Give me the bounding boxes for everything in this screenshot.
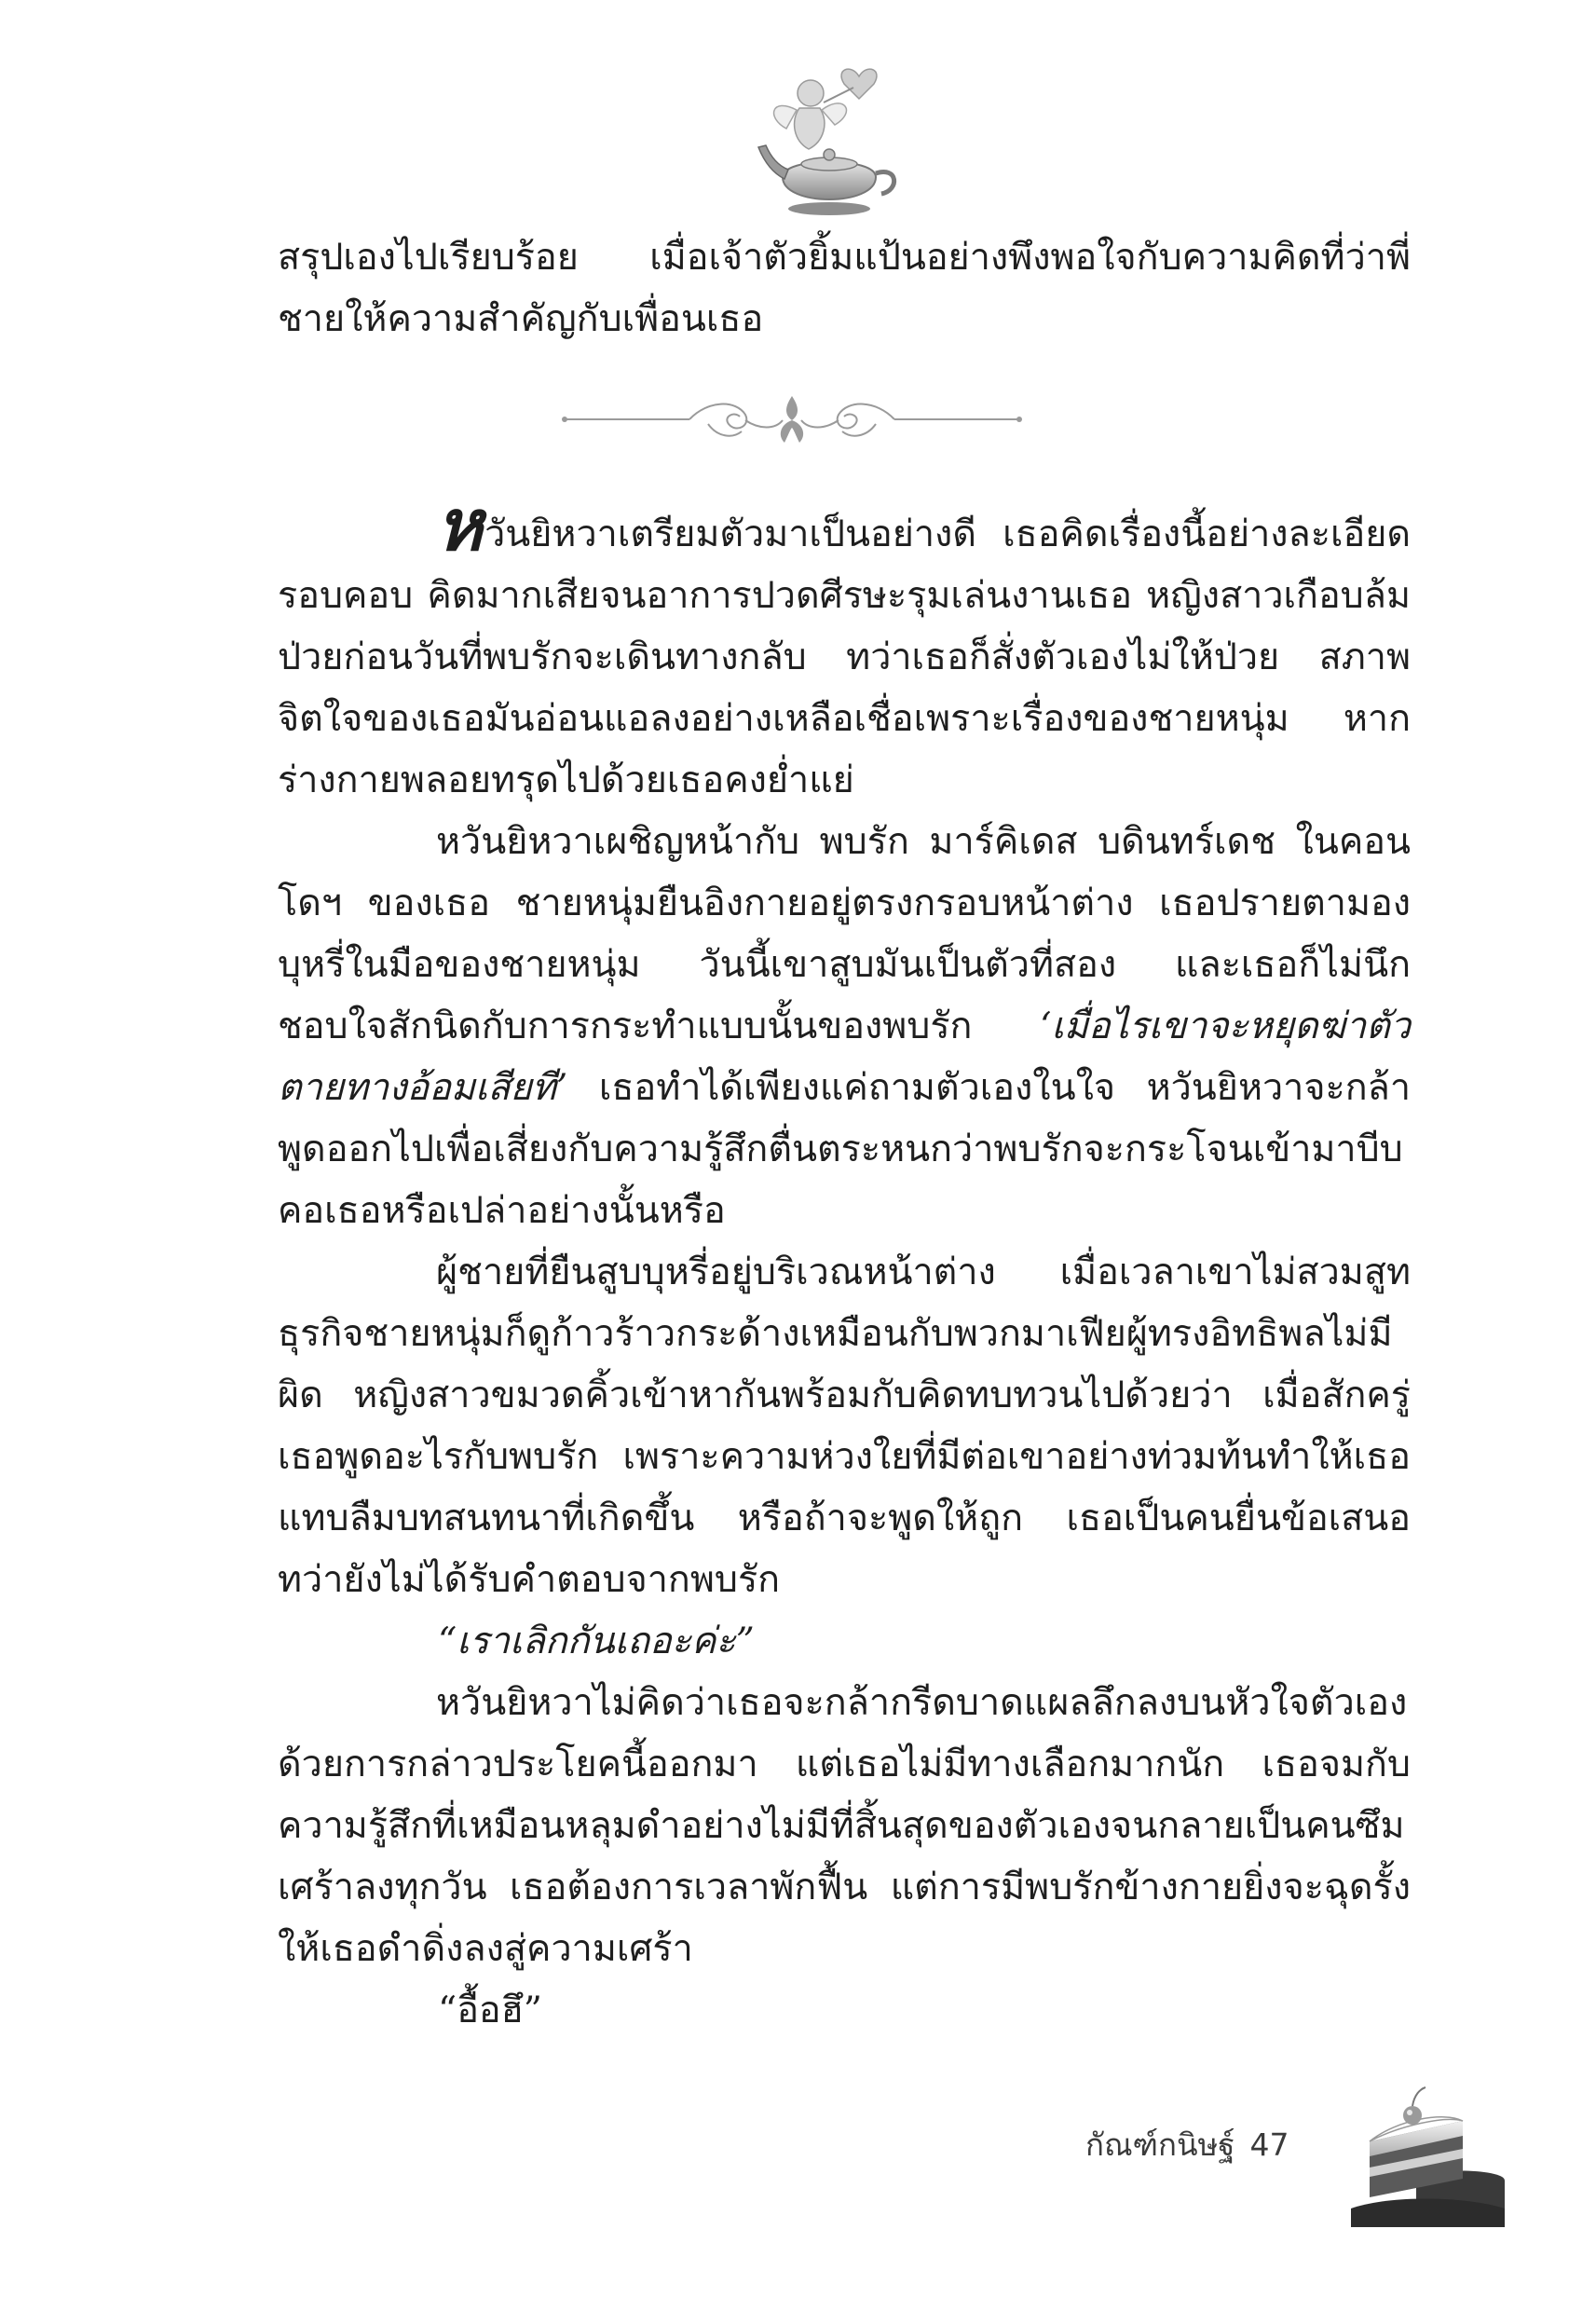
- flourish-divider-icon: [559, 387, 1025, 452]
- dialog-line-2: “อื้อฮึ”: [438, 1989, 542, 2031]
- continuation-paragraph: สรุปเองไปเรียบร้อย เมื่อเจ้าตัวยิ้มแป้นอย่างพึงพอใจกับความคิดที่ว่าพี่ชายให้ความสำคัญกับเพื่อนเธอ: [278, 236, 1411, 340]
- drop-cap: ห: [436, 484, 484, 567]
- book-title: กัณฑ์กนิษฐ์: [1085, 2126, 1235, 2163]
- paragraph-1: [278, 484, 1411, 811]
- page-footer: [1085, 2117, 1304, 2173]
- paragraph-1-text: วันยิหวาเตรียมตัวมาเป็นอย่างดี เธอคิดเรื่องนี้อย่างละเอียดรอบคอบ คิดมากเสียจนอาการปวดศีรษะรุมเล่นงานเธอ หญิงสาวเกือบล้มป่วยก่อนวันที่พบรักจะเดินทางกลับ ทว่าเธอก็สั่งตัวเองไม่ให้ป่วย สภาพจิตใจของเธอมันอ่อนแอลงอย่างเหลือเชื่อเพราะเรื่องของชายหนุ่ม หากร่างกายพลอยทรุดไปด้วยเธอคงย่ำแย่: [278, 513, 1411, 801]
- main-text-block: [278, 484, 1411, 2041]
- continuation-paragraph-block: [278, 226, 1411, 349]
- paragraph-3: ผู้ชายที่ยืนสูบบุหรี่อยู่บริเวณหน้าต่าง เมื่อเวลาเขาไม่สวมสูทธุรกิจชายหนุ่มก็ดูก้าวร้าวกระด้างเหมือนกับพวกมาเฟียผู้ทรงอิทธิพลไม่มีผิด หญิงสาวขมวดคิ้วเข้าหากันพร้อมกับคิดทบทวนไปด้วยว่า เมื่อสักครู่เธอพูดอะไรกับพบรัก เพราะความห่วงใยที่มีต่อเขาอย่างท่วมท้นทำให้เธอแทบลืมบทสนทนาที่เกิดขึ้น หรือถ้าจะพูดให้ถูก เธอเป็นคนยื่นข้อเสนอ ทว่ายังไม่ได้รับคำตอบจากพบรัก: [278, 1251, 1411, 1601]
- paragraph-2-text-a: หวันยิหวาเผชิญหน้ากับ พบรัก มาร์คิเดส บดินทร์เดช ในคอนโดฯ ของเธอ ชายหนุ่มยืนอิงกายอยู่ตรงกรอบหน้าต่าง เธอปรายตามองบุหรี่ในมือของชายหนุ่ม วันนี้เขาสูบมันเป็นตัวที่สอง และเธอก็ไม่นึกชอบใจสักนิดกับการกระทำแบบนั้นของพบรัก: [278, 820, 1411, 1047]
- dialog-line-1: “เราเลิกกันเถอะค่ะ”: [438, 1620, 755, 1662]
- cake-icon: [1351, 2078, 1505, 2227]
- paragraph-2: [278, 811, 1411, 1241]
- page-number: 47: [1249, 2126, 1289, 2163]
- cupid-teapot-ornament-icon: [755, 56, 913, 233]
- paragraph-4: หวันยิหวาไม่คิดว่าเธอจะกล้ากรีดบาดแผลลึกลงบนหัวใจตัวเองด้วยการกล่าวประโยคนี้ออกมา แต่เธอไม่มีทางเลือกมากนัก เธอจมกับความรู้สึกที่เหมือนหลุมดำอย่างไม่มีที่สิ้นสุดของตัวเองจนกลายเป็นคนซึมเศร้าลงทุกวัน เธอต้องการเวลาพักฟื้น แต่การมีพบรักข้างกายยิ่งจะฉุดรั้งให้เธอดำดิ่งลงสู่ความเศร้า: [278, 1681, 1411, 1970]
- paragraph-2-text-b: เธอทำได้เพียงแค่ถามตัวเองในใจ หวันยิหวาจะกล้าพูดออกไปเพื่อเสี่ยงกับความรู้สึกตื่นตระหนกว่าพบรักจะกระโจนเข้ามาบีบคอเธอหรือเปล่าอย่างนั้นหรือ: [278, 1066, 1411, 1232]
- paragraph-2-inner-thought: ‘เมื่อไรเขาจะหยุดฆ่าตัวตายทางอ้อมเสียที’: [278, 1005, 1411, 1109]
